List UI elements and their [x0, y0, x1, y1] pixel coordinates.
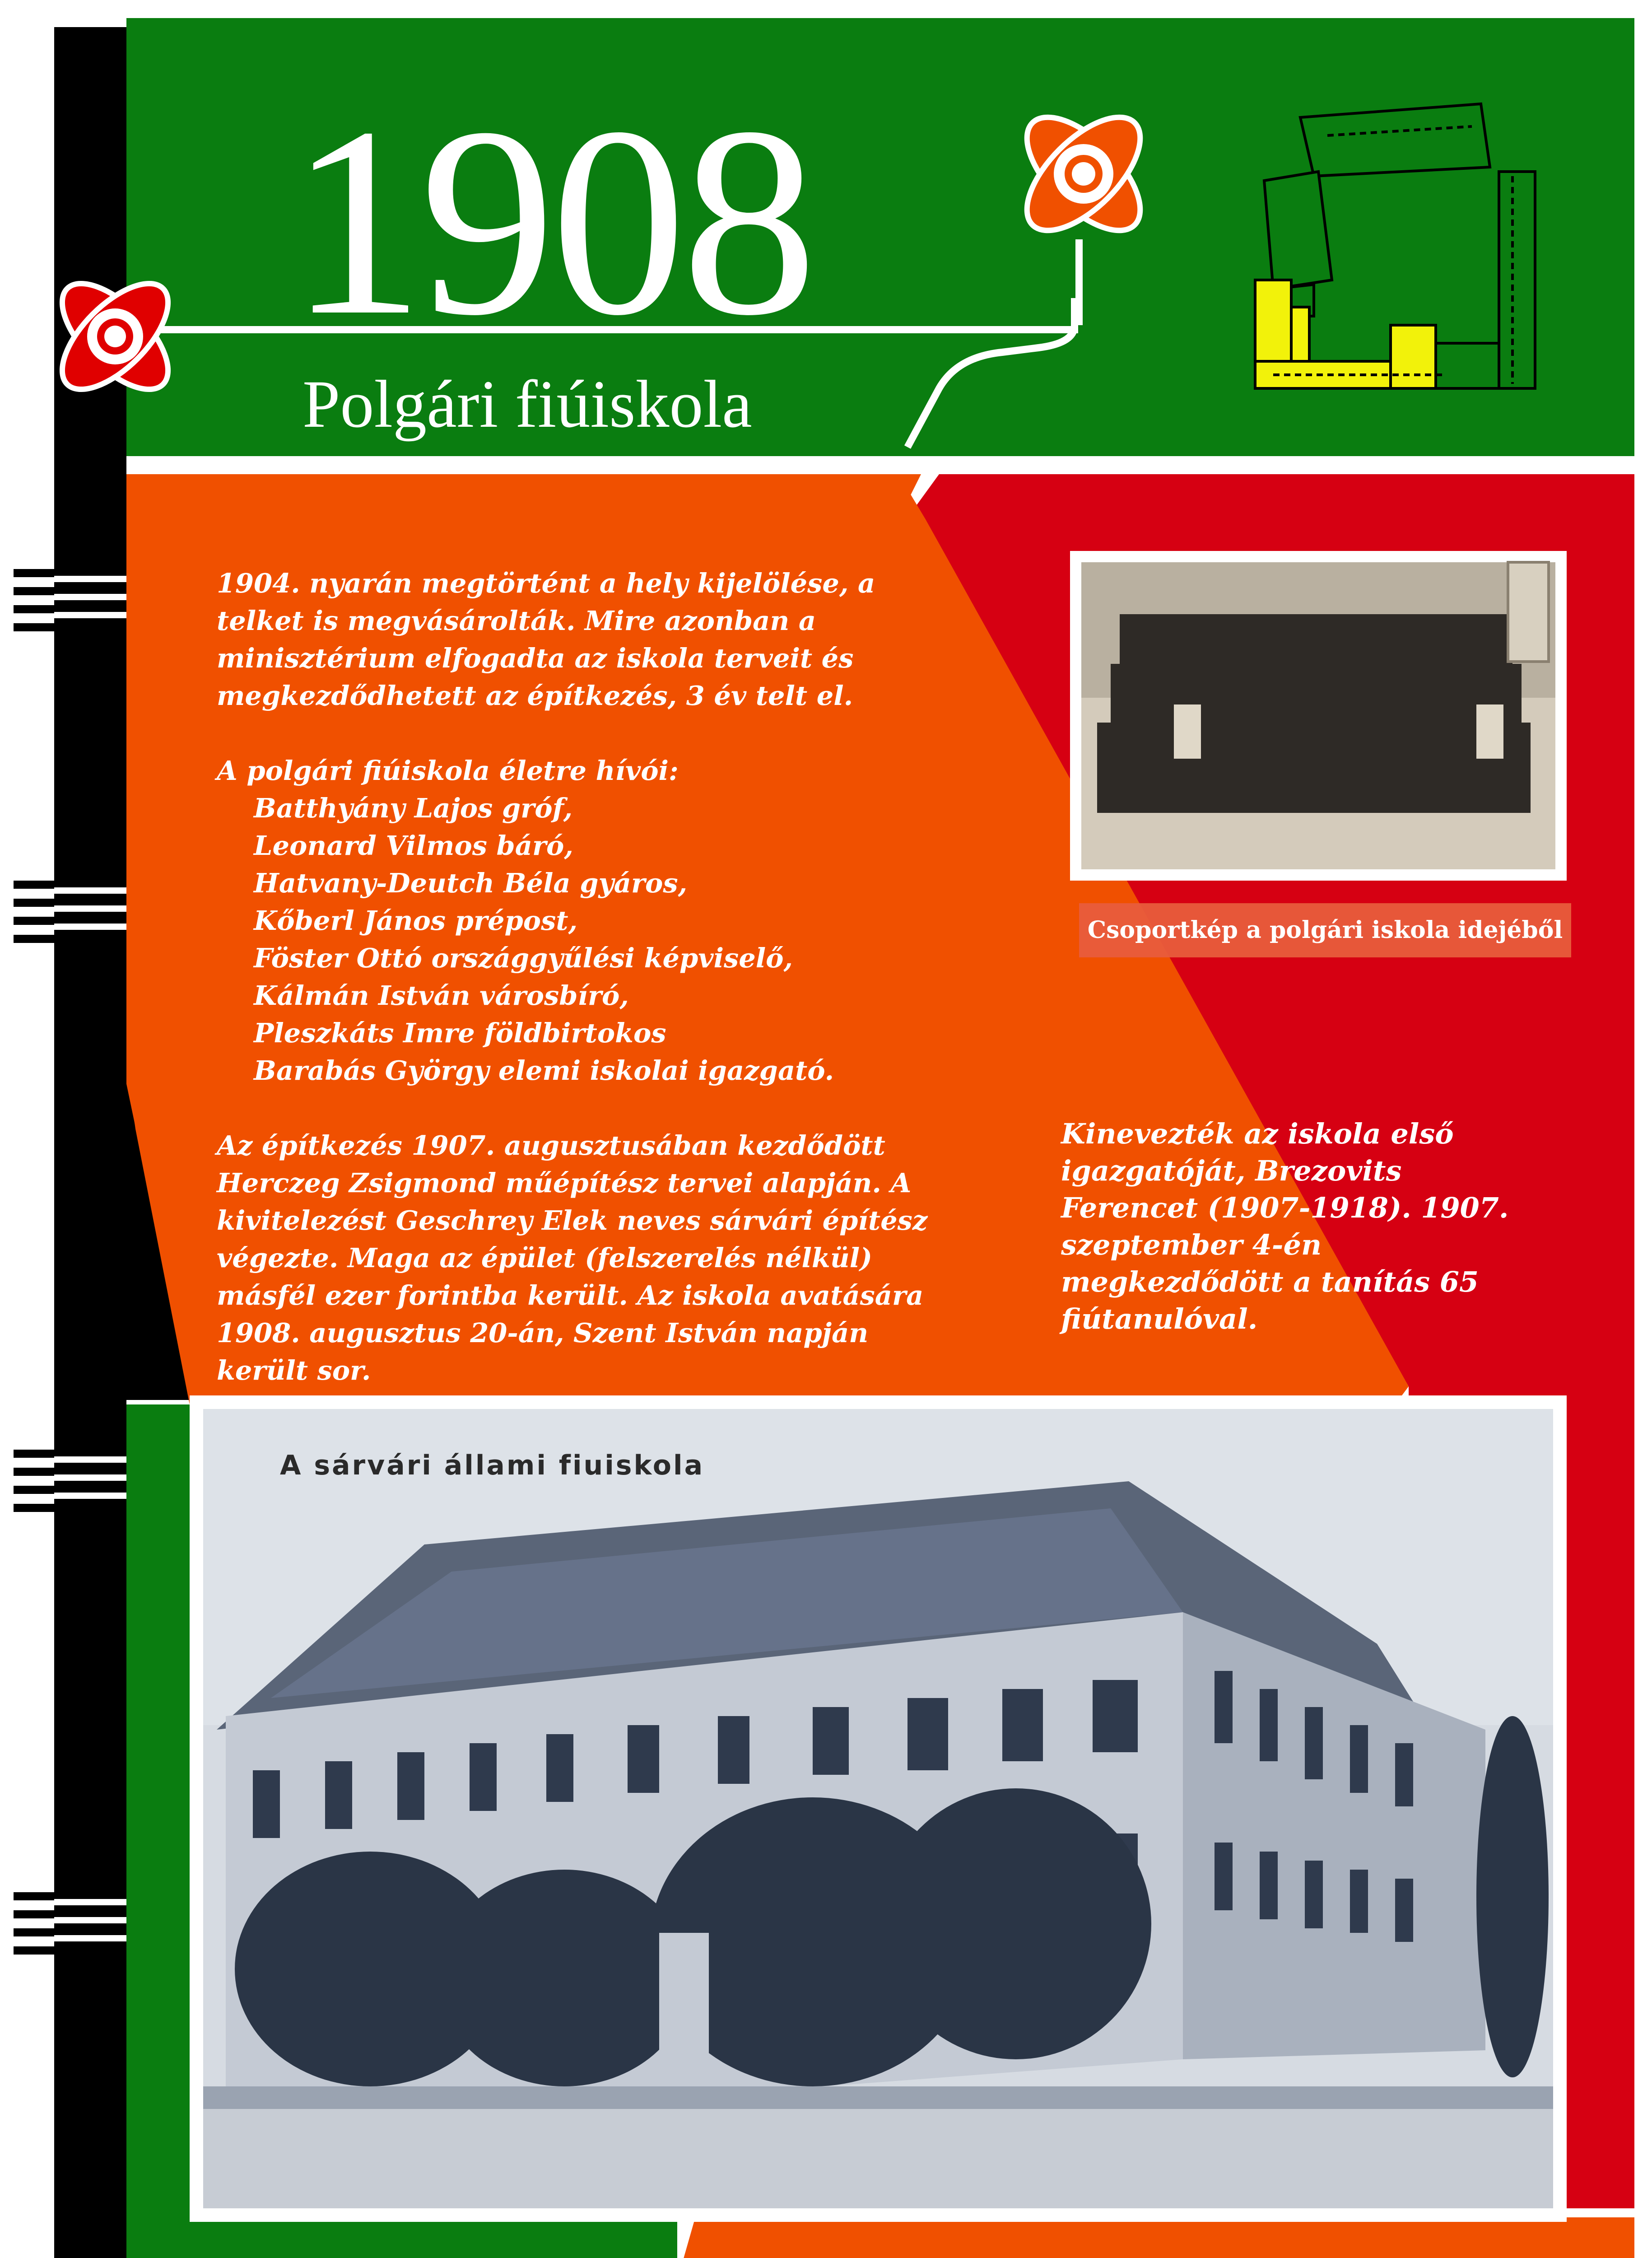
main-text-block — [217, 564, 939, 1427]
building-photo-label: A sárvári állami fiuiskola — [280, 1450, 705, 1481]
intro-paragraph: 1904. nyarán megtörtént a hely kijelölése, a telket is megvásárolták. Mire azonban a minisztérium elfogadta az iskola terveit és megkezdődhetett az építkezés, 3 év telt el. — [217, 568, 875, 711]
building-photo — [190, 1395, 1567, 2222]
founder-item: Pleszkáts Imre földbirtokos — [254, 1017, 666, 1049]
founder-item: Kőberl János prépost, — [254, 905, 578, 936]
founder-item: Leonard Vilmos báró, — [254, 830, 573, 861]
founder-item: Barabás György elemi iskolai igazgató. — [254, 1055, 834, 1086]
founders-list — [217, 752, 939, 1089]
founders-title: A polgári fiúiskola életre hívói: — [217, 755, 679, 786]
orange-bottom-strip — [668, 2217, 1634, 2258]
construction-paragraph: Az építkezés 1907. augusztusában kezdődött Herczeg Zsigmond műépítész tervei alapján. A kivitelezést Geschrey Elek neves sárvári építész végezte. Maga az épület (felszerelés nélkül) másfél ezer forintba került. Az iskola avatására 1908. augusztus 20-án, Szent István napján került sor. — [217, 1130, 928, 1386]
founder-item: Föster Ottó országgyűlési képviselő, — [254, 942, 793, 974]
director-text: Kinevezték az iskola első igazgatóját, Brezovits Ferencet (1907-1918). 1907. szeptember 4-én megkezdődött a tanítás 65 fiútanulóval. — [1061, 1117, 1509, 1335]
founder-item: Batthyány Lajos gróf, — [254, 793, 573, 824]
founder-item: Hatvany-Deutch Béla gyáros, — [254, 868, 688, 899]
poster-subtitle: Polgári fiúiskola — [302, 367, 752, 442]
group-photo-caption: Csoportkép a polgári iskola idejéből — [1079, 903, 1571, 957]
founder-item: Kálmán István városbíró, — [254, 980, 629, 1011]
poster-year-title: 1908 — [289, 71, 813, 371]
group-photo — [1070, 551, 1567, 881]
